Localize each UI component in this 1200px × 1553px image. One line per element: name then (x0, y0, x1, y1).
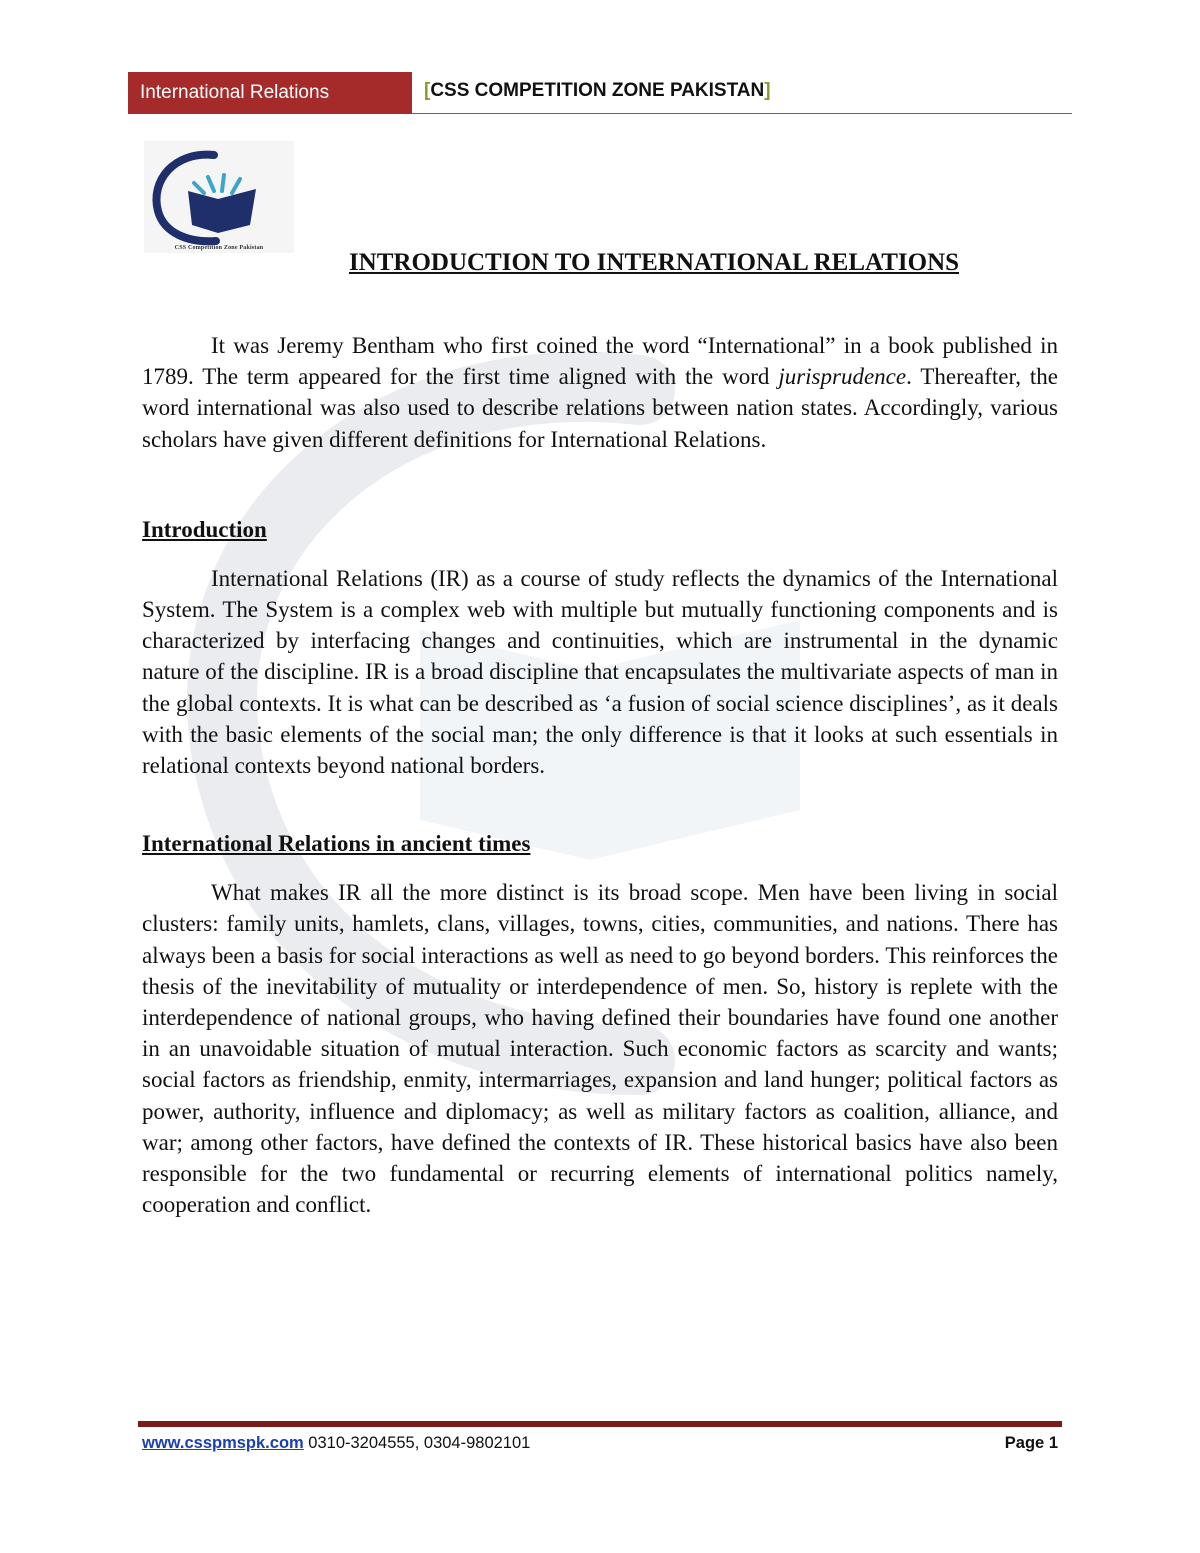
footer-website-link[interactable]: www.csspmspk.com (142, 1434, 304, 1452)
bracket-close: ] (764, 80, 771, 101)
open-book-logo-icon (144, 141, 294, 253)
header-site-title (424, 80, 771, 102)
header-left-text: International Relations (140, 82, 330, 103)
footer-phones: 0310-3204555, 0304-9802101 (308, 1434, 531, 1452)
section-paragraph-introduction: International Relations (IR) as a course of study reflects the dynamics of the International System. The System is a complex web with multiple but mutually functioning components and is characterized by interfacing changes and continuities, which are instrumental in the dynamic nature of the discipline. IR is a broad discipline that encapsulates the multivariate aspects of man in the global contexts. It is what can be described as ‘a fusion of social science disciplines’, as it deals with the basic elements of the social man; the only difference is that it looks at such essentials in relational contexts beyond national borders. (142, 565, 1058, 779)
logo (144, 141, 294, 253)
document-body (142, 330, 1058, 1220)
intro-italic-term: jurisprudence (778, 364, 907, 390)
intro-text-2: . Thereafter, the word international was also used to describe relations between nation states. Accordingly, various scholars have given different definitions for International Relations. (142, 364, 1058, 452)
document-title: INTRODUCTION TO INTERNATIONAL RELATIONS (348, 249, 960, 276)
header-divider (412, 113, 1072, 114)
header-section-label (128, 72, 412, 114)
section-paragraph-ancient-times: What makes IR all the more distinct is its broad scope. Men have been living in social clusters: family units, hamlets, clans, villages, towns, cities, communities, and nations. There has always been a basis for social interactions as well as need to go beyond borders. This reinforces the thesis of the inevitability of mutuality or interdependence of men. So, history is replete with the interdependence of national groups, who having defined their boundaries have found one another in an unavoidable situation of mutual interaction. Such economic factors as scarcity and wants; social factors as friendship, enmity, intermarriages, expansion and land hunger; political factors as power, authority, influence and diplomacy; as well as military factors as coalition, alliance, and war; among other factors, have defined the contexts of IR. These historical basics have also been responsible for the two fundamental or recurring elements of international politics namely, cooperation and conflict. (142, 880, 1058, 1218)
intro-text-1: It was Jeremy Bentham who first coined the word “International” in a book published in 1789. The term appeared for the first time aligned with the word (142, 333, 1058, 390)
page-number: Page 1 (1004, 1434, 1058, 1452)
header-right-text: CSS COMPETITION ZONE PAKISTAN (430, 80, 765, 101)
intro-paragraph (142, 330, 1058, 455)
logo-caption: CSS Competition Zone Pakistan (174, 245, 264, 251)
footer-divider (138, 1421, 1062, 1427)
section-heading-introduction: Introduction (142, 516, 267, 542)
bracket-open: [ (424, 80, 431, 101)
section-heading-ancient-times: International Relations in ancient times (142, 831, 531, 857)
footer-contact (142, 1434, 530, 1453)
